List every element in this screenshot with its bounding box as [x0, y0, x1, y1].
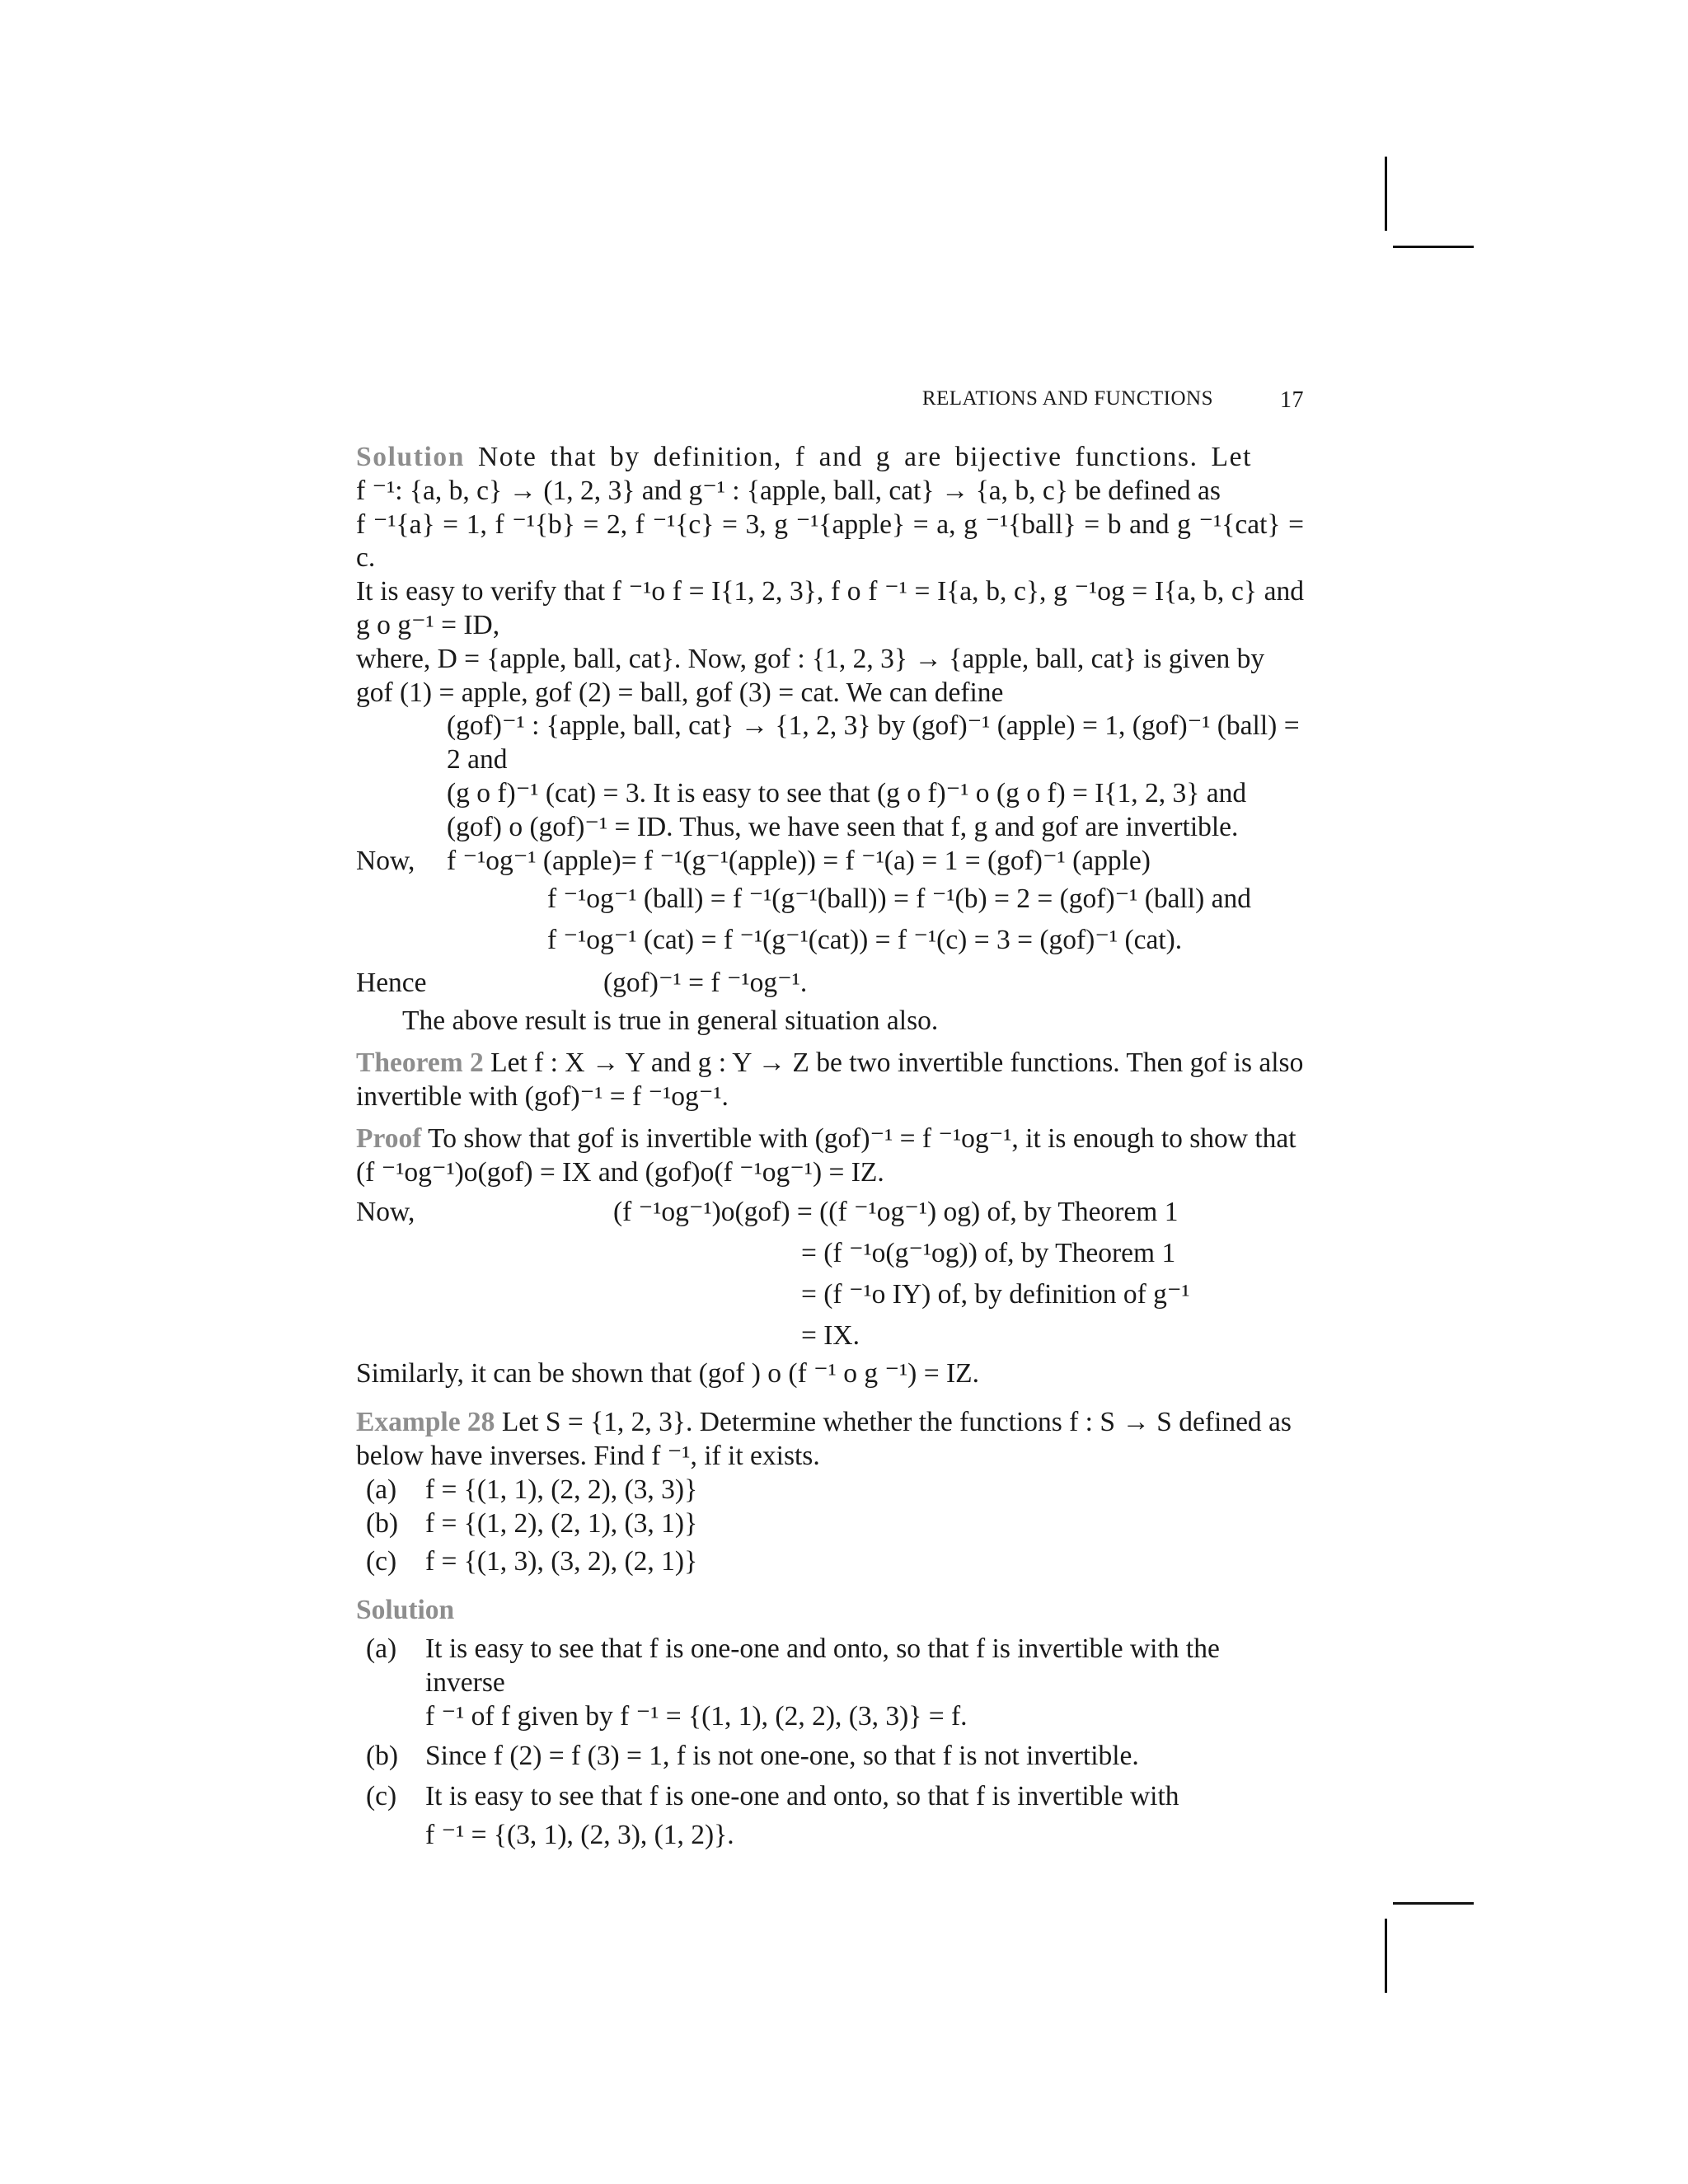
hence-row [356, 960, 1304, 1001]
item-text: It is easy to see that f is one-one and onto, so that f is invertible with [425, 1781, 1179, 1812]
running-title: RELATIONS AND FUNCTIONS [921, 387, 1213, 410]
equation-line: f ⁻¹og⁻¹ (cat) = f ⁻¹(g⁻¹(cat)) = f ⁻¹(c) = 3 = (gof)⁻¹ (cat). [547, 925, 1183, 956]
page-number: 17 [1280, 387, 1304, 413]
theorem-label: Theorem 2 [356, 1047, 484, 1079]
list-item [356, 1507, 1304, 1541]
proof-block [356, 1122, 1304, 1391]
text-line: (f ⁻¹og⁻¹)o(gof) = IX and (gof)o(f ⁻¹og⁻¹) = IZ. [356, 1156, 884, 1188]
text-line: gof (1) = apple, gof (2) = ball, gof (3) = cat. We can define [356, 677, 1004, 708]
equation-line: f ⁻¹og⁻¹ (ball) = f ⁻¹(g⁻¹(ball)) = f ⁻¹(b) = 2 = (gof)⁻¹ (ball) and [547, 883, 1251, 915]
text-line [356, 1047, 1304, 1080]
text-line [356, 1122, 1304, 1156]
text-line: Let S = {1, 2, 3}. Determine whether the functions f : S → S defined as [501, 1407, 1292, 1438]
item-text: f = {(1, 2), (2, 1), (3, 1)} [425, 1507, 698, 1539]
crop-mark-bottom-horizontal [1393, 1902, 1474, 1905]
text-line [356, 1406, 1304, 1440]
now-row [356, 845, 1304, 879]
theorem-block [356, 1047, 1304, 1114]
item-key: (c) [366, 1781, 397, 1812]
text-line [356, 441, 1304, 475]
hence-label: Hence [356, 968, 427, 999]
item-text: It is easy to see that f is one-one and onto, so that f is invertible with the inverse [425, 1633, 1220, 1698]
text-line: Let f : X → Y and g : Y → Z be two invertible functions. Then gof is also [490, 1047, 1304, 1079]
solution-label: Solution [356, 1595, 455, 1626]
proof-step: = IX. [801, 1320, 860, 1352]
solution-label: Solution [356, 442, 465, 472]
now-label: Now, [356, 845, 415, 876]
list-item [356, 1740, 1304, 1774]
example-label: Example 28 [356, 1407, 495, 1438]
indented-line: (g o f)⁻¹ (cat) = 3. It is easy to see that (g o f)⁻¹ o (g o f) = I{1, 2, 3} and [447, 777, 1247, 808]
text-line: Note that by definition, f and g are bijective functions. Let [477, 442, 1252, 472]
equation-row [356, 878, 1304, 919]
now-label: Now, [356, 1197, 415, 1228]
solution-block-two [356, 1594, 1304, 1853]
item-text: Since f (2) = f (3) = 1, f is not one-one, so that f is not invertible. [425, 1741, 1139, 1772]
list-item [356, 1780, 1304, 1853]
text-line: The above result is true in general situation also. [402, 1005, 939, 1037]
proof-step: = (f ⁻¹o(g⁻¹og)) of, by Theorem 1 [801, 1238, 1176, 1269]
crop-mark-bottom-vertical [1385, 1919, 1387, 1993]
indented-line: (gof) o (gof)⁻¹ = ID. Thus, we have seen that f, g and gof are invertible. [447, 811, 1239, 842]
example-block [356, 1406, 1304, 1579]
text-line: invertible with (gof)⁻¹ = f ⁻¹og⁻¹. [356, 1080, 729, 1112]
indented-line: (gof)⁻¹ : {apple, ball, cat} → {1, 2, 3} by (gof)⁻¹ (apple) = 1, (gof)⁻¹ (ball) = 2 and [447, 710, 1300, 776]
item-key: (a) [366, 1474, 397, 1505]
equation-row [356, 919, 1304, 960]
list-item [356, 1633, 1304, 1733]
text-line: Similarly, it can be shown that (gof ) o (f ⁻¹ o g ⁻¹) = IZ. [356, 1358, 979, 1390]
item-key: (a) [366, 1633, 397, 1664]
item-text: f ⁻¹ = {(3, 1), (2, 3), (1, 2)}. [425, 1819, 734, 1850]
crop-mark-top-horizontal [1393, 246, 1474, 248]
equation-line: f ⁻¹og⁻¹ (apple)= f ⁻¹(g⁻¹(apple)) = f ⁻¹(a) = 1 = (gof)⁻¹ (apple) [447, 845, 1151, 876]
text-line: f ⁻¹{a} = 1, f ⁻¹{b} = 2, f ⁻¹{c} = 3, g ⁻¹{apple} = a, g ⁻¹{ball} = b and g ⁻¹{cat} = c. [356, 509, 1304, 574]
item-text: f = {(1, 3), (3, 2), (2, 1)} [425, 1546, 698, 1577]
item-key: (b) [366, 1507, 399, 1539]
proof-now-row [356, 1189, 1304, 1230]
item-key: (b) [366, 1741, 399, 1772]
text-line: below have inverses. Find f ⁻¹, if it exists. [356, 1440, 820, 1471]
proof-step: = (f ⁻¹o IY) of, by definition of g⁻¹ [801, 1279, 1190, 1310]
item-text: f = {(1, 1), (2, 2), (3, 3)} [425, 1474, 698, 1505]
page-body [356, 441, 1304, 1853]
text-line: f ⁻¹: {a, b, c} → (1, 2, 3} and g⁻¹ : {apple, ball, cat} → {a, b, c} be defined as [356, 475, 1221, 506]
list-item [356, 1545, 1304, 1579]
item-key: (c) [366, 1546, 397, 1577]
crop-mark-top-vertical [1385, 157, 1387, 231]
solution-heading [356, 1594, 1304, 1628]
item-text: f ⁻¹ of f given by f ⁻¹ = {(1, 1), (2, 2), (3, 3)} = f. [425, 1700, 968, 1732]
proof-step-row [356, 1230, 1304, 1272]
solution-block [356, 441, 1304, 1038]
text-line: To show that gof is invertible with (gof)⁻¹ = f ⁻¹og⁻¹, it is enough to show that [428, 1122, 1296, 1154]
page-header [356, 387, 1304, 420]
proof-step: (f ⁻¹og⁻¹)o(gof) = ((f ⁻¹og⁻¹) og) of, by Theorem 1 [613, 1197, 1179, 1228]
proof-step-row [356, 1272, 1304, 1313]
proof-step-row [356, 1313, 1304, 1354]
text-line: where, D = {apple, ball, cat}. Now, gof : {1, 2, 3} → {apple, ball, cat} is given by [356, 643, 1265, 674]
proof-label: Proof [356, 1122, 422, 1154]
text-line: It is easy to verify that f ⁻¹o f = I{1, 2, 3}, f o f ⁻¹ = I{a, b, c}, g ⁻¹og = I{a, b, c} and g o g⁻¹ = ID, [356, 576, 1304, 640]
equation-line: (gof)⁻¹ = f ⁻¹og⁻¹. [603, 968, 808, 999]
list-item [356, 1474, 1304, 1507]
